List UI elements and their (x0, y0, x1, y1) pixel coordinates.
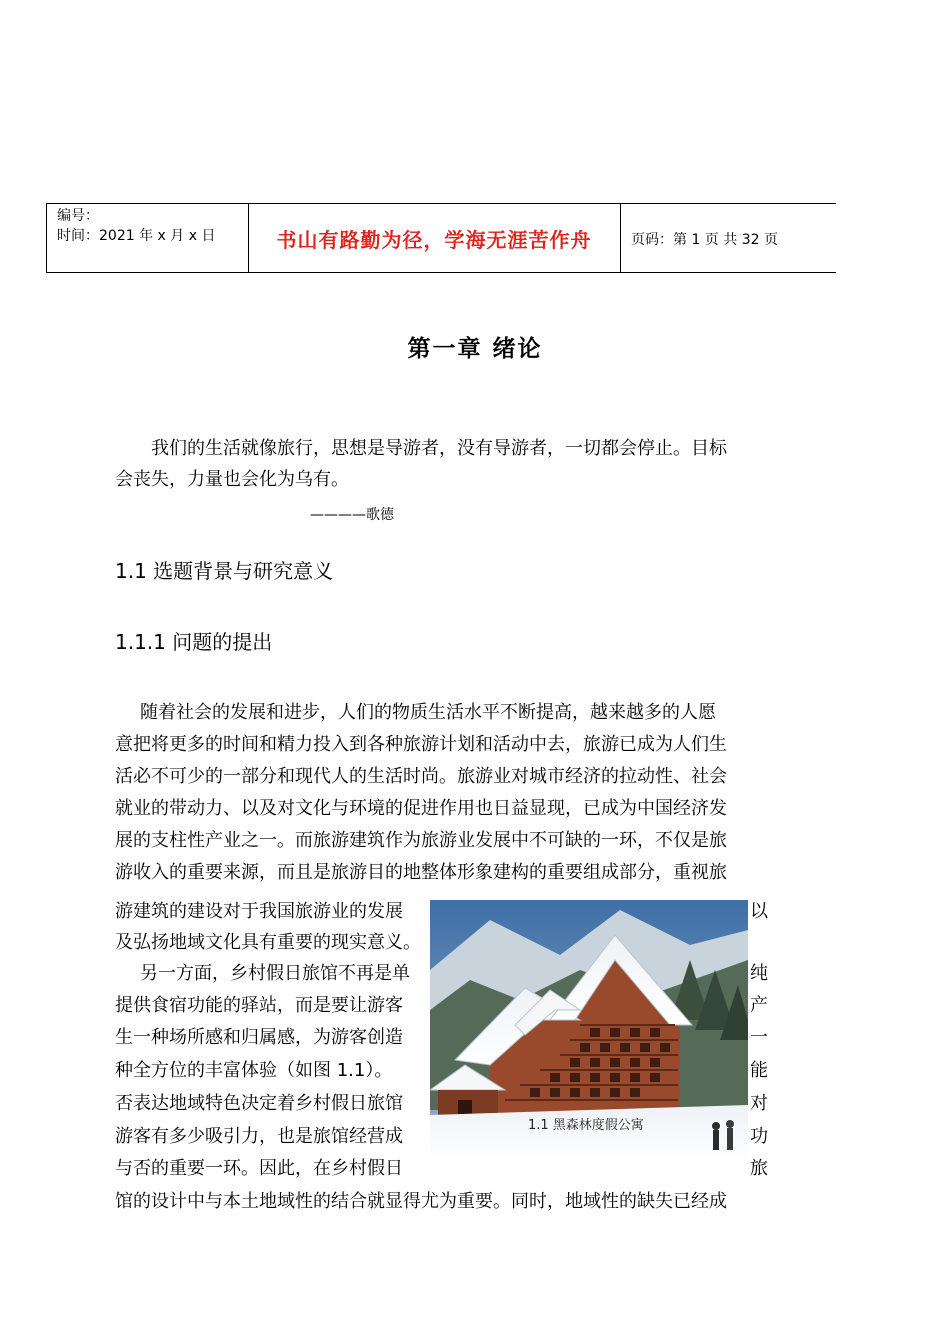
wrap-line-right: 产 (750, 995, 768, 1016)
wrap-line-left: 游客有多少吸引力，也是旅馆经营成 (115, 1126, 403, 1147)
header-motto-cell (248, 204, 621, 272)
wrap-line-left: 与否的重要一环。因此，在乡村假日 (115, 1158, 403, 1179)
header-page-cell (621, 204, 836, 272)
number-label: 编号： (57, 208, 99, 224)
wrap-line-left: 提供食宿功能的驿站，而是要让游客 (115, 995, 403, 1016)
figure-caption: 1.1 黑森林度假公寓 (528, 1118, 644, 1133)
wrap-line-left: 另一方面，乡村假日旅馆不再是单 (140, 963, 410, 984)
epigraph-line-1: 我们的生活就像旅行，思想是导游者，没有导游者，一切都会停止。目标 (151, 438, 727, 459)
epigraph-line-2: 会丧失，力量也会化为乌有。 (115, 469, 349, 490)
body-line: 意把将更多的时间和精力投入到各种旅游计划和活动中去，旅游已成为人们生 (115, 734, 727, 755)
wrap-line-left: 生一种场所感和归属感，为游客创造 (115, 1027, 403, 1048)
body-line: 活必不可少的一部分和现代人的生活时尚。旅游业对城市经济的拉动性、社会 (115, 766, 727, 787)
wrap-line-left: 否表达地域特色决定着乡村假日旅馆 (115, 1093, 403, 1114)
header-meta-cell (46, 204, 249, 272)
wrap-line-right: 以 (750, 901, 768, 922)
time-label: 时间：2021 年 x 月 x 日 (57, 228, 216, 244)
wrap-line-right: 一 (750, 1027, 768, 1048)
wrap-line-left: 游建筑的建设对于我国旅游业的发展 (115, 901, 403, 922)
chapter-title: 第一章 绪论 (407, 336, 543, 362)
wrap-line-right: 功 (750, 1126, 768, 1147)
motto: 书山有路勤为径，学海无涯苦作舟 (276, 228, 592, 252)
wrap-line-left: 及弘扬地域文化具有重要的现实意义。 (115, 932, 421, 953)
hotel-photo (430, 900, 748, 1162)
wrap-line-right: 旅 (750, 1158, 768, 1179)
wrap-line-right: 纯 (750, 963, 768, 984)
body-line: 游收入的重要来源，而且是旅游目的地整体形象建构的重要组成部分，重视旅 (115, 862, 727, 883)
body-line: 馆的设计中与本土地域性的结合就显得尤为重要。同时，地域性的缺失已经成 (115, 1191, 727, 1212)
body-line: 随着社会的发展和进步，人们的物质生活水平不断提高，越来越多的人愿 (140, 702, 716, 723)
document-header (46, 203, 836, 273)
wrap-line-right: 能 (750, 1060, 768, 1081)
page-info: 页码：第 1 页 共 32 页 (631, 232, 778, 248)
body-line: 就业的带动力、以及对文化与环境的促进作用也日益显现，已成为中国经济发 (115, 798, 727, 819)
wrap-line-left: 种全方位的丰富体验（如图 1.1）。 (115, 1060, 393, 1081)
body-line: 展的支柱性产业之一。而旅游建筑作为旅游业发展中不可缺的一环，不仅是旅 (115, 830, 727, 851)
section-heading-1-1-1: 1.1.1 问题的提出 (115, 630, 273, 654)
wrap-line-right: 对 (750, 1093, 768, 1114)
epigraph-source: ————歌德 (310, 507, 394, 523)
section-heading-1-1: 1.1 选题背景与研究意义 (115, 559, 334, 583)
